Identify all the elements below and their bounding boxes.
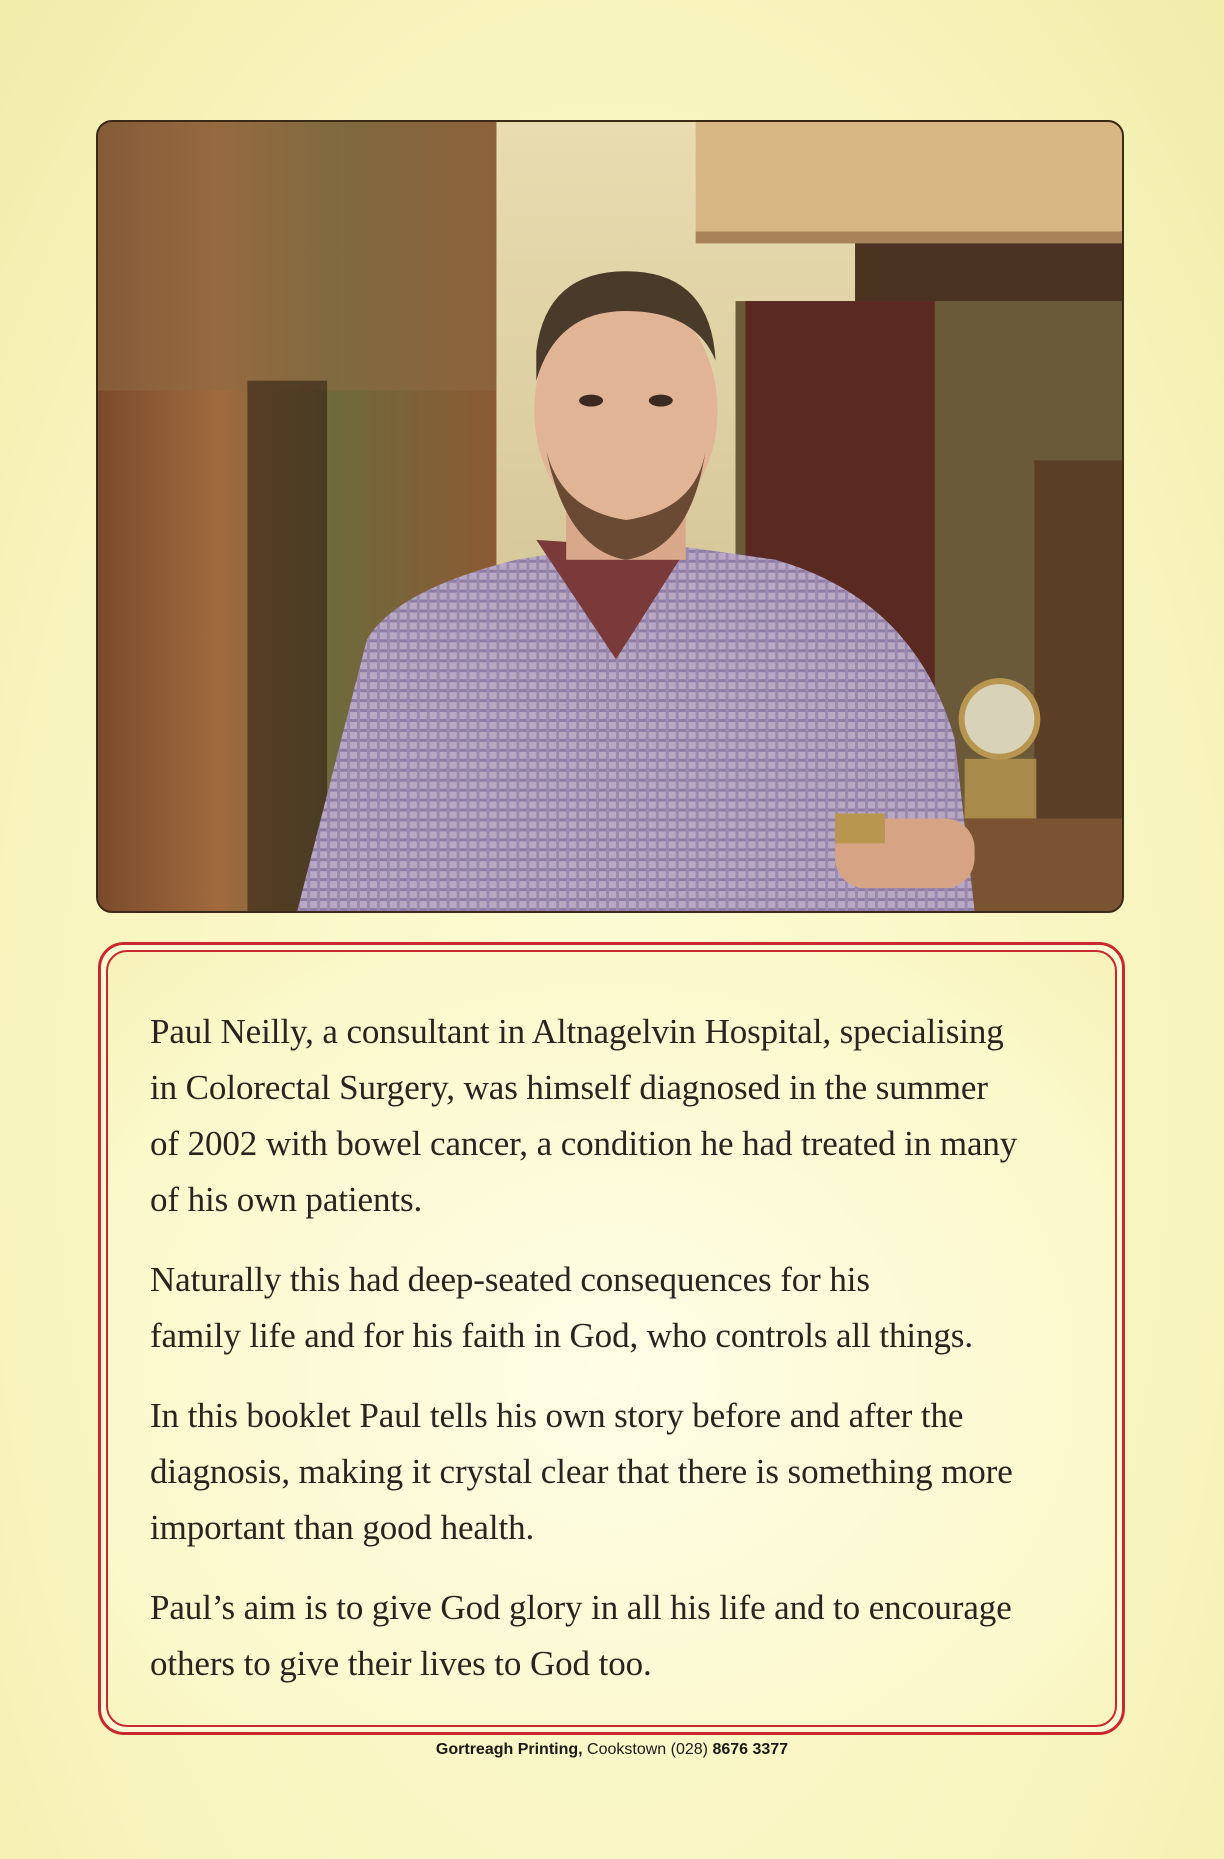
- paragraph-4: [150, 1580, 1081, 1692]
- printer-credit: [0, 1741, 1224, 1759]
- paragraph-line: Naturally this had deep-seated consequences for his: [150, 1260, 870, 1299]
- paragraph-1: [150, 1004, 1081, 1228]
- description-box: [98, 942, 1125, 1735]
- printer-name: Gortreagh Printing,: [435, 1741, 583, 1758]
- description-box-inner: [106, 950, 1117, 1727]
- printer-town: Cookstown (028): [582, 1741, 713, 1758]
- printer-phone: 8676 3377: [712, 1741, 789, 1758]
- paragraph-line: important than good health.: [150, 1508, 535, 1547]
- paragraph-line: of 2002 with bowel cancer, a condition he had treated in many: [150, 1124, 1018, 1163]
- paragraph-line: diagnosis, making it crystal clear that there is something more: [150, 1452, 1013, 1491]
- portrait-photo-icon: [98, 122, 1122, 911]
- paragraph-3: [150, 1388, 1081, 1556]
- author-photo: [96, 120, 1124, 913]
- paragraph-line: in Colorectal Surgery, was himself diagnosed in the summer: [150, 1068, 988, 1107]
- paragraph-line: of his own patients.: [150, 1180, 423, 1219]
- paragraph-line: Paul’s aim is to give God glory in all his life and to encourage: [150, 1588, 1012, 1627]
- paragraph-line: family life and for his faith in God, who controls all things.: [150, 1316, 973, 1355]
- paragraph-line: In this booklet Paul tells his own story before and after the: [150, 1396, 964, 1435]
- paragraph-2: [150, 1252, 1081, 1364]
- paragraph-line: others to give their lives to God too.: [150, 1644, 652, 1683]
- paragraph-line: Paul Neilly, a consultant in Altnagelvin Hospital, specialising: [150, 1012, 1004, 1051]
